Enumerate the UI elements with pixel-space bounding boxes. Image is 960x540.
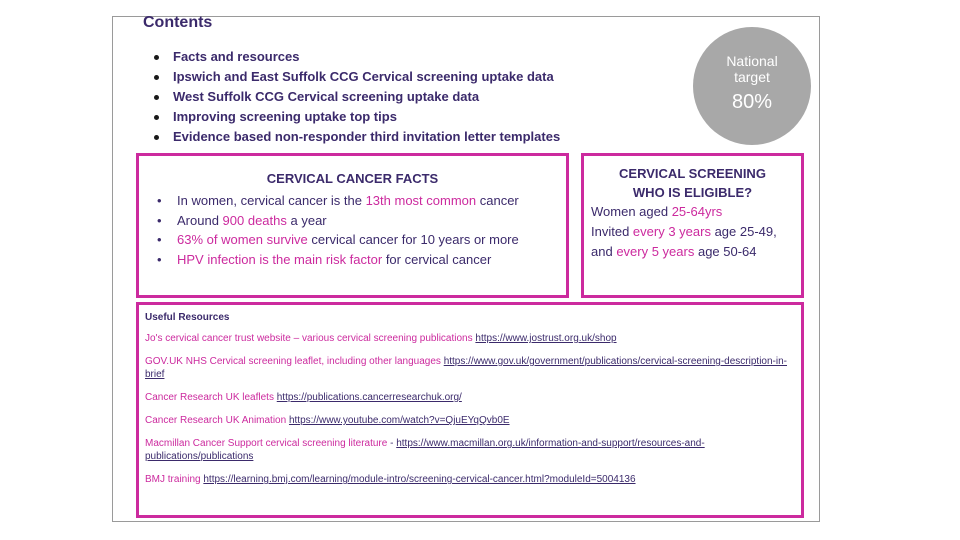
resource-item: BMJ training https://learning.bmj.com/learning/module-intro/screening-cervical-cancer.html?moduleId=5004136 <box>145 474 636 485</box>
bullet-icon <box>154 75 159 80</box>
screening-title: CERVICAL SCREENING WHO IS ELIGIBLE? <box>619 166 766 200</box>
resource-item: GOV.UK NHS Cervical screening leaflet, including other languages https://www.gov.uk/government/publications/cervical-screening-description-in-brief <box>145 356 787 380</box>
screening-details: Women aged 25-64yrs Invited every 3 years age 25-49, and every 5 years age 50-64 <box>591 204 777 259</box>
bullet-icon <box>154 55 159 60</box>
bullet-icon <box>154 135 159 140</box>
bullet-icon <box>154 115 159 120</box>
resource-item: Jo's cervical cancer trust website – various cervical screening publications https://www.jostrust.org.uk/shop <box>145 333 617 344</box>
resources-list <box>145 332 797 496</box>
target-value: 80% <box>731 91 773 113</box>
contents-item[interactable]: Improving screening uptake top tips <box>152 107 560 127</box>
resource-item: Macmillan Cancer Support cervical screening literature - https://www.macmillan.org.uk/information-and-support/resources-and-publications/publications <box>145 438 705 462</box>
resource-link[interactable]: https://www.macmillan.org.uk/information-and-support/resources-and-publications/publications <box>145 438 705 462</box>
cervical-cancer-facts-box <box>136 153 569 298</box>
resource-link[interactable]: https://learning.bmj.com/learning/module-intro/screening-cervical-cancer.html?moduleId=5004136 <box>203 474 636 485</box>
resource-link[interactable]: https://publications.cancerresearchuk.org/ <box>276 392 462 403</box>
facts-list <box>157 191 557 269</box>
national-target-badge: National target 80% <box>693 27 811 145</box>
bullet-icon <box>154 95 159 100</box>
fact-item: • 63% of women survive cervical cancer for 10 years or more <box>157 232 519 247</box>
fact-item: • HPV infection is the main risk factor for cervical cancer <box>157 251 492 267</box>
facts-title: CERVICAL CANCER FACTS <box>266 171 439 186</box>
resources-title: Useful Resources <box>145 312 230 323</box>
resource-link[interactable]: https://www.gov.uk/government/publications/cervical-screening-description-in-brief <box>145 356 787 380</box>
resource-link[interactable]: https://www.jostrust.org.uk/shop <box>475 333 617 344</box>
useful-resources-box <box>136 302 804 518</box>
contents-item[interactable]: West Suffolk CCG Cervical screening uptake data <box>152 87 560 107</box>
contents-item[interactable]: Evidence based non-responder third invitation letter templates <box>152 127 560 147</box>
contents-title: Contents <box>143 14 213 31</box>
fact-item: • Around 900 deaths a year <box>157 212 327 228</box>
contents-item[interactable]: Ipswich and East Suffolk CCG Cervical screening uptake data <box>152 67 560 87</box>
resource-item: Cancer Research UK Animation https://www.youtube.com/watch?v=QjuEYqQvb0E <box>145 415 510 426</box>
resource-item: Cancer Research UK leaflets https://publications.cancerresearchuk.org/ <box>145 392 462 403</box>
contents-list <box>152 47 560 147</box>
screening-eligibility-box <box>581 153 804 298</box>
fact-item: • In women, cervical cancer is the 13th most common cancer <box>157 193 519 208</box>
resource-link[interactable]: https://www.youtube.com/watch?v=QjuEYqQvb0E <box>288 415 510 426</box>
contents-item[interactable]: Facts and resources <box>152 47 560 67</box>
